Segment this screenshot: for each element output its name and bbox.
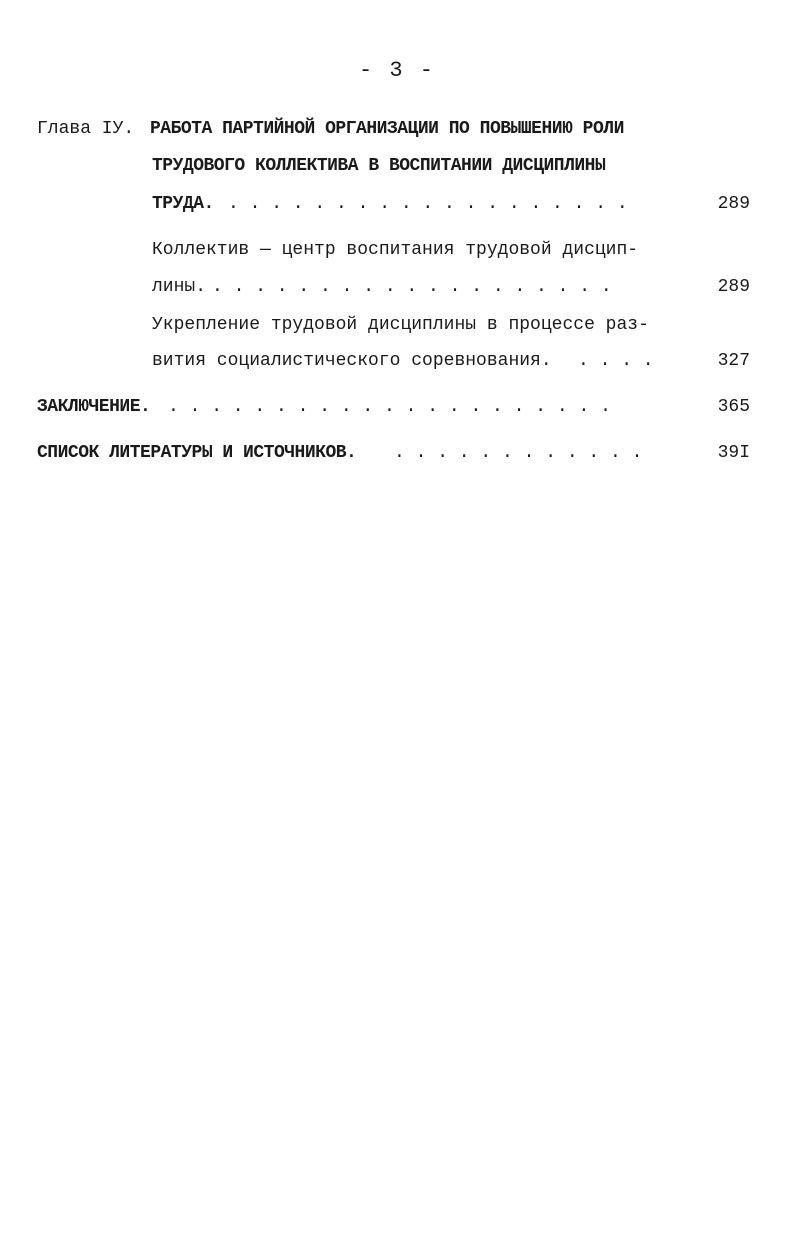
conclusion-title: ЗАКЛЮЧЕНИЕ.	[37, 397, 151, 417]
chapter-title-line-1: РАБОТА ПАРТИЙНОЙ ОРГАНИЗАЦИИ ПО ПОВЫШЕНИЮ РОЛИ	[150, 119, 624, 139]
leader-dots: . . . . . . . . . . . . . . . . . . . . .	[168, 397, 611, 417]
section-1-line-2: лины.	[152, 277, 207, 297]
section-1-page-number: 289	[717, 277, 750, 297]
chapter-prefix: Глава IУ.	[37, 119, 135, 139]
leader-dots: . . . . . . . . . . . .	[394, 443, 643, 463]
section-2-line-2: вития социалистического соревнования.	[152, 351, 552, 371]
references-title: СПИСОК ЛИТЕРАТУРЫ И ИСТОЧНИКОВ.	[37, 443, 357, 463]
section-1-line-1: Коллектив — центр воспитания трудовой дисцип-	[152, 240, 639, 260]
section-2-page-number: 327	[717, 351, 750, 371]
leader-dots: . . . . . . . . . . . . . . . . . . .	[212, 277, 612, 297]
chapter-title-line-3: ТРУДА.	[152, 194, 214, 214]
leader-dots: . . . . . . . . . . . . . . . . . . .	[228, 194, 628, 214]
chapter-page-number: 289	[717, 194, 750, 214]
page-number: - 3 -	[358, 58, 435, 83]
leader-dots: . . . .	[578, 351, 654, 371]
section-2-line-1: Укрепление трудовой дисциплины в процессе раз-	[152, 315, 649, 335]
chapter-title-line-2: ТРУДОВОГО КОЛЛЕКТИВА В ВОСПИТАНИИ ДИСЦИПЛИНЫ	[152, 156, 606, 176]
conclusion-page-number: 365	[717, 397, 750, 417]
references-page-number: 39I	[717, 443, 750, 463]
